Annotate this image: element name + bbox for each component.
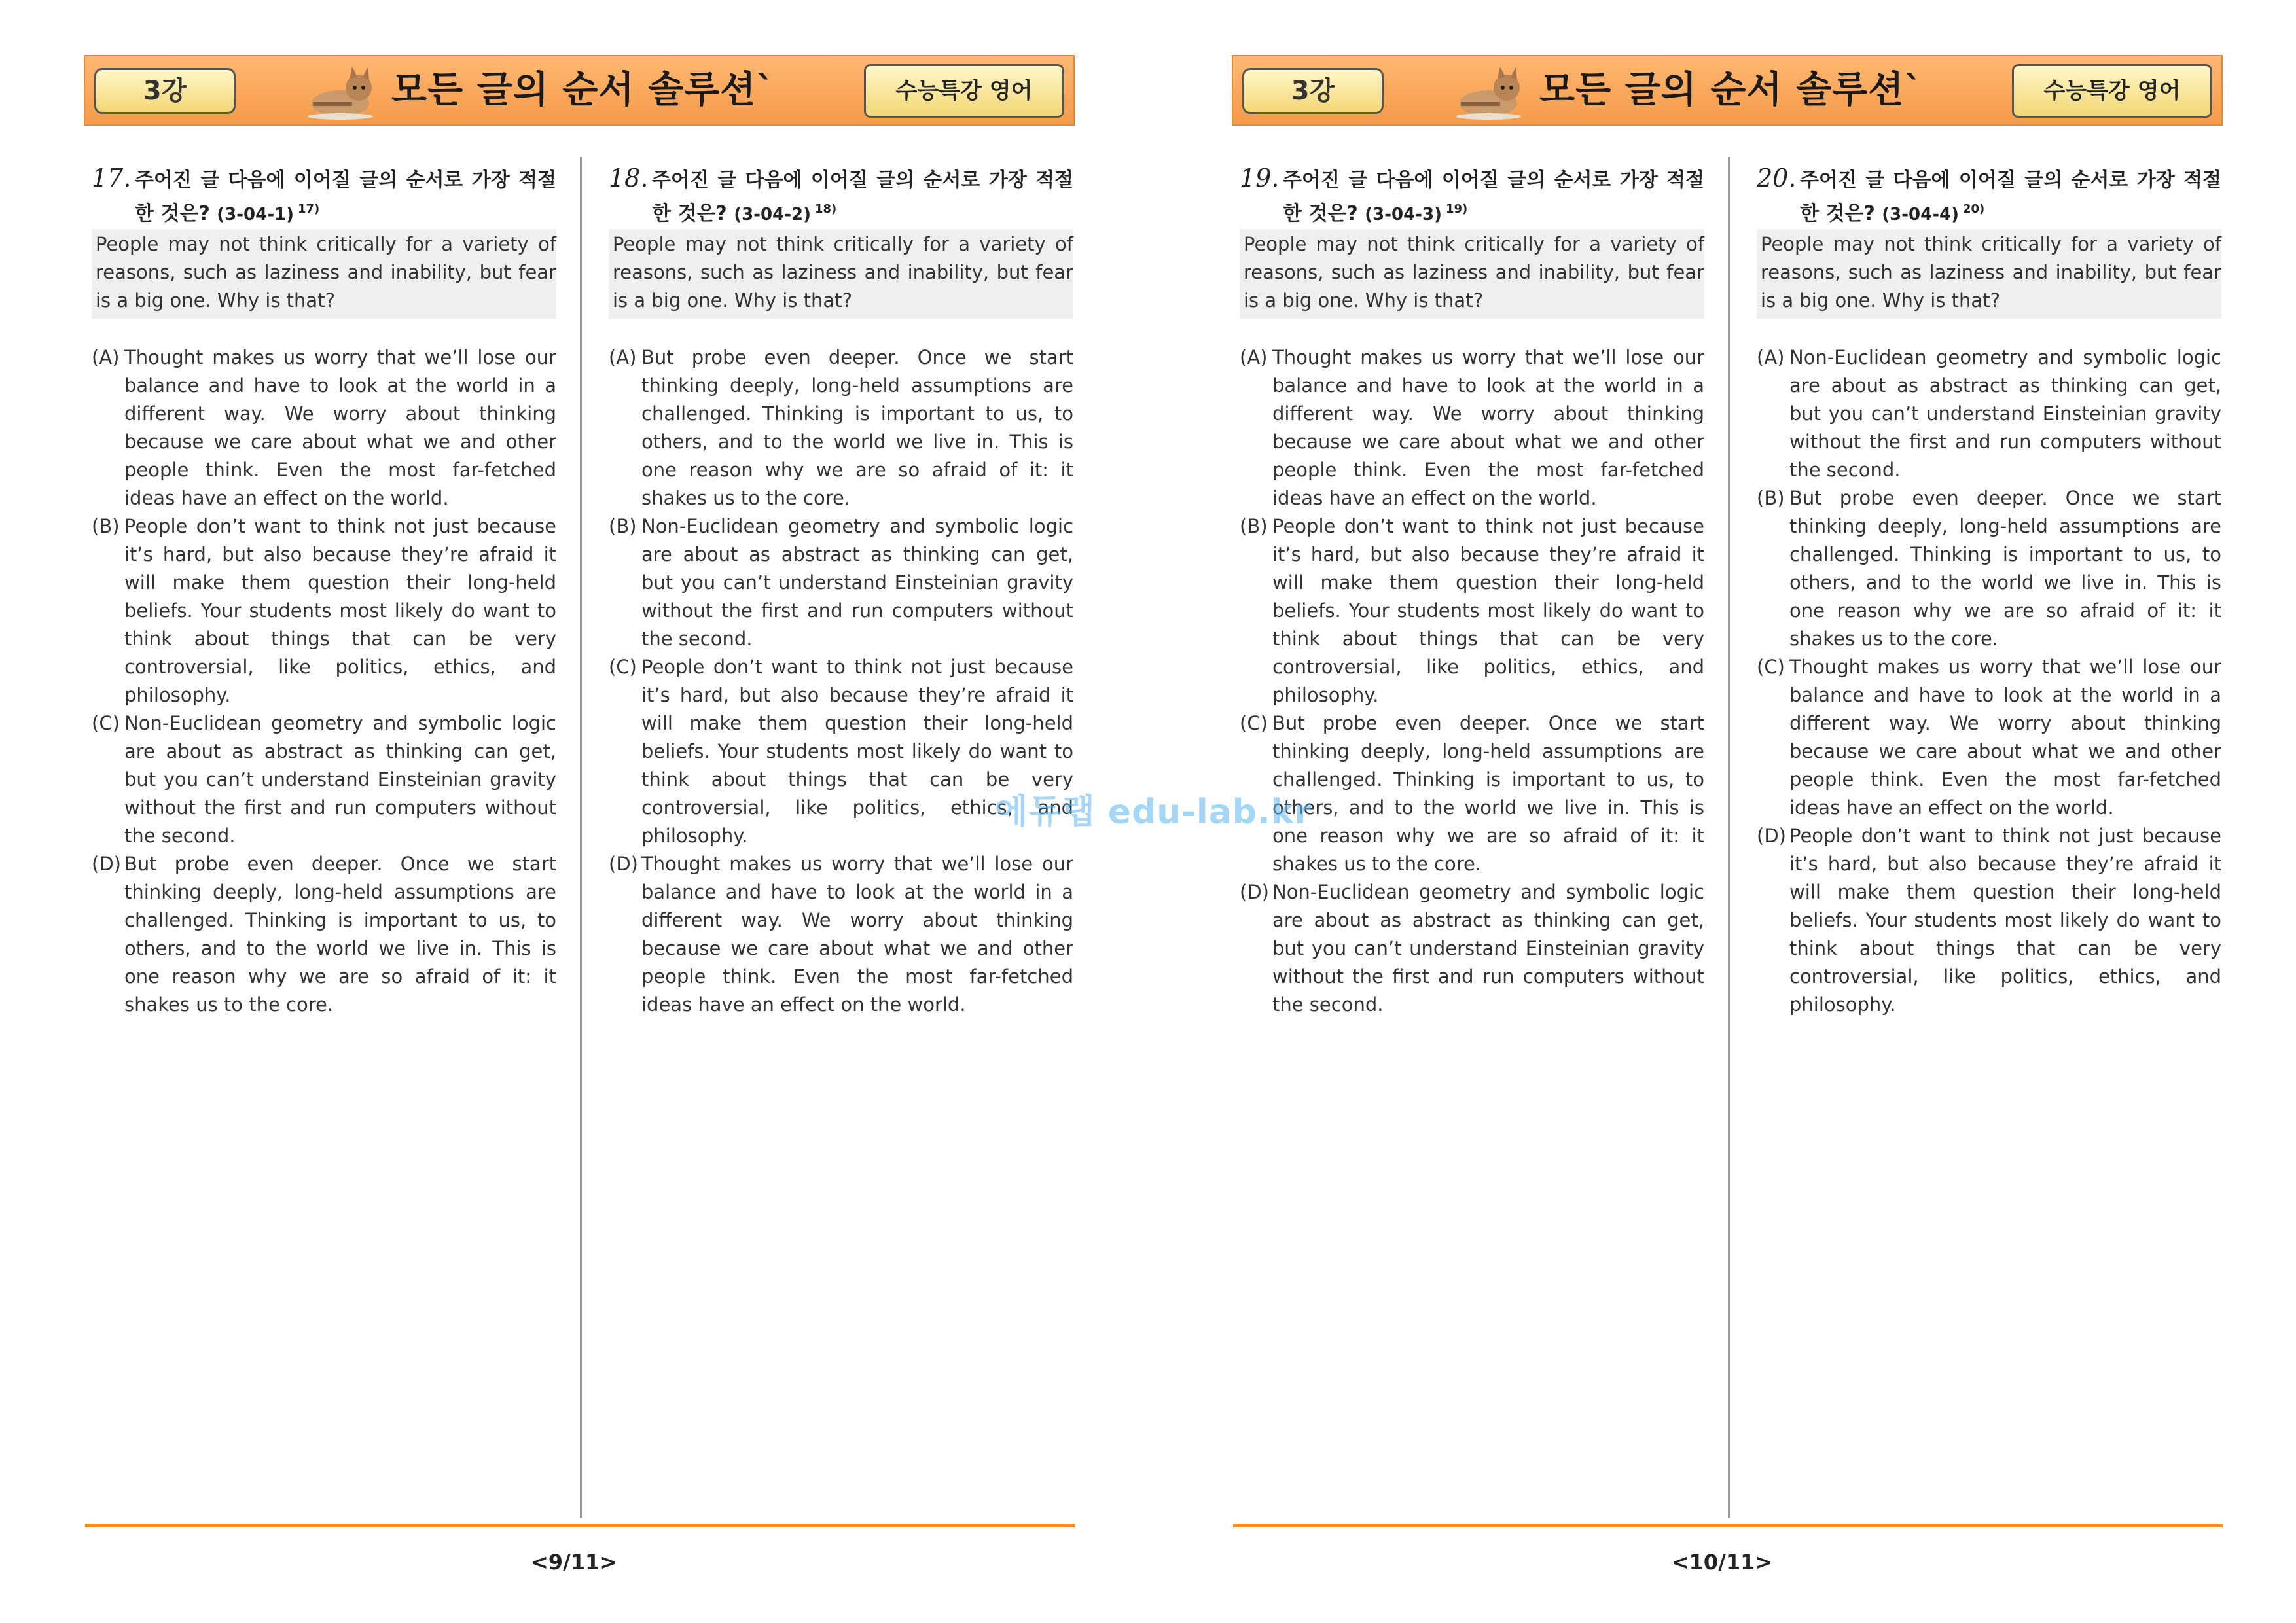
question-20 <box>1757 164 2221 1019</box>
question-17 <box>92 164 556 1019</box>
option-text: Non-Euclidean geometry and symbolic logic are about as abstract as thinking can get, but you can’t understand Einsteinian gravity without the first and run computers without the second. <box>124 712 556 847</box>
option-a <box>92 344 556 512</box>
page-right <box>1148 0 2296 1623</box>
given-passage: People may not think critically for a variety of reasons, such as laziness and inability, but fear is a big one. Why is that? <box>609 229 1073 319</box>
option-a <box>1240 344 1704 512</box>
option-text: Non-Euclidean geometry and symbolic logic are about as abstract as thinking can get, but you can’t understand Einsteinian gravity without the first and run computers without the second. <box>1789 346 2221 481</box>
option-text: Thought makes us worry that we’ll lose our balance and have to look at the world in a different way. We worry about thinking because we care about what we and other people think. Even the most far-fetched ideas have an effect on the world. <box>1789 656 2221 819</box>
option-list <box>609 344 1073 1019</box>
cat-icon <box>300 63 385 120</box>
given-passage: People may not think critically for a variety of reasons, such as laziness and inability, but fear is a big one. Why is that? <box>92 229 556 319</box>
option-text: People don’t want to think not just because it’s hard, but also because they’re afraid it will make them question their long-held beliefs. Your students most likely do want to think about things that can be very controversial, like politics, ethics, and philosophy. <box>1272 515 1704 706</box>
header-title: 모든 글의 순서 솔루션` <box>391 69 776 111</box>
question-18 <box>609 164 1073 1019</box>
header-title: 모든 글의 순서 솔루션` <box>1539 69 1924 111</box>
subject-badge: 수능특강 영어 <box>864 64 1064 118</box>
option-text: People don’t want to think not just because it’s hard, but also because they’re afraid it will make them question their long-held beliefs. Your students most likely do want to think about things that can be very controversial, like politics, ethics, and philosophy. <box>1789 825 2221 1016</box>
option-label: (B) <box>92 515 120 537</box>
option-a <box>609 344 1073 512</box>
column-divider <box>580 157 582 1518</box>
option-list <box>1240 344 1704 1019</box>
option-label: (C) <box>1240 712 1268 734</box>
option-label: (A) <box>1240 346 1268 368</box>
option-list <box>92 344 556 1019</box>
question-heading <box>1240 164 1704 229</box>
option-text: Thought makes us worry that we’ll lose our balance and have to look at the world in a different way. We worry about thinking because we care about what we and other people think. Even the most far-fetched ideas have an effect on the world. <box>641 853 1073 1016</box>
option-label: (C) <box>1757 656 1785 678</box>
option-a <box>1757 344 2221 484</box>
question-heading <box>92 164 556 229</box>
question-heading <box>609 164 1073 229</box>
column-divider <box>1728 157 1730 1518</box>
given-passage: People may not think critically for a variety of reasons, such as laziness and inability, but fear is a big one. Why is that? <box>1757 229 2221 319</box>
option-d <box>1240 878 1704 1019</box>
footer-rule <box>1233 1524 2223 1527</box>
option-label: (A) <box>92 346 120 368</box>
option-text: People don’t want to think not just because it’s hard, but also because they’re afraid it will make them question their long-held beliefs. Your students most likely do want to think about things that can be very controversial, like politics, ethics, and philosophy. <box>641 656 1073 847</box>
option-label: (D) <box>92 853 121 875</box>
question-number: 17. <box>92 164 132 192</box>
page-number: <9/11> <box>530 1550 618 1575</box>
option-text: But probe even deeper. Once we start thinking deeply, long-held assumptions are challenged. Thinking is important to us, to others, and to the world we live in. This is one reason why we are so afraid of it: it shakes us to the core. <box>124 853 556 1016</box>
option-text: Non-Euclidean geometry and symbolic logic are about as abstract as thinking can get, but you can’t understand Einsteinian gravity without the first and run computers without the second. <box>1272 881 1704 1016</box>
option-b <box>1757 484 2221 653</box>
footnote-ref: 20) <box>1962 202 1985 216</box>
footnote-ref: 17) <box>297 202 320 216</box>
page-number: <10/11> <box>1671 1550 1773 1575</box>
question-instruction: 주어진 글 다음에 이어질 글의 순서로 가장 적절한 것은? <box>652 169 1073 225</box>
question-code: (3-04-1) <box>217 205 294 224</box>
option-text: Thought makes us worry that we’ll lose our balance and have to look at the world in a different way. We worry about thinking because we care about what we and other people think. Even the most far-fetched ideas have an effect on the world. <box>124 346 556 509</box>
option-label: (B) <box>609 515 637 537</box>
subject-badge: 수능특강 영어 <box>2012 64 2212 118</box>
option-label: (A) <box>1757 346 1785 368</box>
given-passage: People may not think critically for a variety of reasons, such as laziness and inability, but fear is a big one. Why is that? <box>1240 229 1704 319</box>
option-text: But probe even deeper. Once we start thinking deeply, long-held assumptions are challenged. Thinking is important to us, to others, and to the world we live in. This is one reason why we are so afraid of it: it shakes us to the core. <box>641 346 1073 509</box>
footnote-ref: 18) <box>814 202 837 216</box>
option-label: (C) <box>92 712 120 734</box>
option-b <box>1240 512 1704 709</box>
footer-rule <box>85 1524 1075 1527</box>
option-label: (D) <box>1757 825 1786 847</box>
option-label: (C) <box>609 656 637 678</box>
option-b <box>92 512 556 709</box>
option-label: (B) <box>1757 487 1785 509</box>
option-c <box>1757 653 2221 822</box>
option-text: People don’t want to think not just because it’s hard, but also because they’re afraid it will make them question their long-held beliefs. Your students most likely do want to think about things that can be very controversial, like politics, ethics, and philosophy. <box>124 515 556 706</box>
page-header <box>84 55 1075 126</box>
question-code: (3-04-2) <box>734 205 811 224</box>
question-number: 20. <box>1757 164 1797 192</box>
option-d <box>1757 822 2221 1019</box>
option-label: (B) <box>1240 515 1268 537</box>
question-code: (3-04-3) <box>1365 205 1442 224</box>
option-text: Thought makes us worry that we’ll lose our balance and have to look at the world in a different way. We worry about thinking because we care about what we and other people think. Even the most far-fetched ideas have an effect on the world. <box>1272 346 1704 509</box>
question-heading <box>1757 164 2221 229</box>
question-instruction: 주어진 글 다음에 이어질 글의 순서로 가장 적절한 것은? <box>135 169 556 225</box>
option-text: But probe even deeper. Once we start thinking deeply, long-held assumptions are challenged. Thinking is important to us, to others, and to the world we live in. This is one reason why we are so afraid of it: it shakes us to the core. <box>1789 487 2221 650</box>
option-text: Non-Euclidean geometry and symbolic logic are about as abstract as thinking can get, but you can’t understand Einsteinian gravity without the first and run computers without the second. <box>641 515 1073 650</box>
option-label: (A) <box>609 346 637 368</box>
watermark: 에듀랩 edu-lab.kr <box>995 793 1312 832</box>
option-label: (D) <box>1240 881 1269 903</box>
question-number: 18. <box>609 164 649 192</box>
lesson-badge: 3강 <box>94 68 236 114</box>
option-label: (D) <box>609 853 638 875</box>
option-d <box>609 850 1073 1019</box>
question-instruction: 주어진 글 다음에 이어질 글의 순서로 가장 적절한 것은? <box>1283 169 1704 225</box>
footnote-ref: 19) <box>1445 202 1468 216</box>
page-header <box>1232 55 2223 126</box>
option-c <box>92 709 556 850</box>
question-code: (3-04-4) <box>1882 205 1959 224</box>
option-d <box>92 850 556 1019</box>
question-19 <box>1240 164 1704 1019</box>
option-b <box>609 512 1073 653</box>
lesson-badge: 3강 <box>1242 68 1384 114</box>
question-instruction: 주어진 글 다음에 이어질 글의 순서로 가장 적절한 것은? <box>1800 169 2221 225</box>
cat-icon <box>1448 63 1533 120</box>
option-list <box>1757 344 2221 1019</box>
option-text: But probe even deeper. Once we start thinking deeply, long-held assumptions are challenged. Thinking is important to us, to others, and to the world we live in. This is one reason why we are so afraid of it: it shakes us to the core. <box>1272 712 1704 875</box>
question-number: 19. <box>1240 164 1280 192</box>
